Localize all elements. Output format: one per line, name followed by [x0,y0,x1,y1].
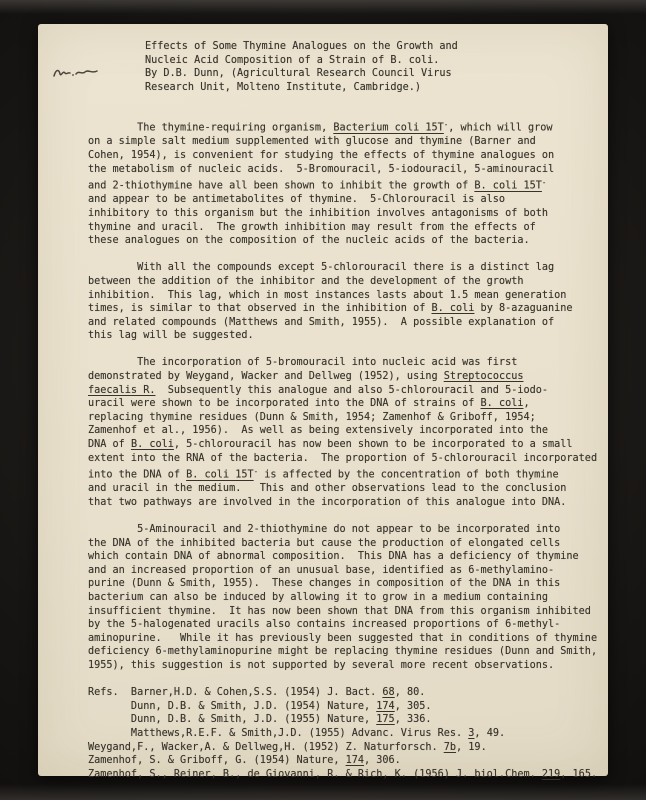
text-line: Refs. Barner,H.D. & Cohen,S.S. (1954) J. Bact. 68, 80. [88,687,426,699]
text-line: Dunn, D.B. & Smith, J.D. (1955) Nature, 175, 336. [88,714,432,726]
text-line: Zamenhof, S., Reiner, B., de Giovanni, R. & Rich, K. (1956) J. biol.Chem. 219, 165. [88,768,598,780]
text-line: 5-Aminouracil and 2-thiothymine do not appear to be incorporated into [88,524,561,536]
text-line: bacterium can also be induced by allowing it to grow in a medium containing [88,592,549,604]
text-line: by the 5-halogenated uracils also contains increased proportions of 6-methyl- [88,619,561,631]
text-line: purine (Dunn & Smith, 1955). These changes in composition of the DNA in this [88,578,561,590]
text-line: faecalis R. Subsequently this analogue and also 5-chlorouracil and 5-iodo- [88,384,549,396]
text-line: By D.B. Dunn, (Agricultural Research Council Virus [145,68,452,80]
text-line: into the DNA of B. coli 15T- is affected by the concentration of both thymine [88,467,559,481]
text-line: inhibition. This lag, which in most instances lasts about 1.5 mean generation [88,289,567,301]
text-line: on a simple salt medium supplemented with glucose and thymine (Barner and [88,136,536,148]
text-line: The thymine-requiring organism, Bacterium coli 15T-, which will grow [88,120,553,134]
text-line: between the addition of the inhibitor and the development of the growth [88,275,524,287]
text-line: Zamenhof, S. & Griboff, G. (1954) Nature, 174, 306. [88,755,401,767]
text-line: Weygand,F., Wacker,A. & Dellweg,H. (1952) Z. Naturforsch. 7b, 19. [88,741,487,753]
text-line: and appear to be antimetabolites of thymine. 5-Chlorouracil is also [88,194,506,206]
text-line: With all the compounds except 5-chlorouracil there is a distinct lag [88,262,555,274]
text-line: and related compounds (Matthews and Smith, 1955). A possible explanation of [88,316,555,328]
text-line: Nucleic Acid Composition of a Strain of B. coli. [145,54,440,66]
text-line: that two pathways are involved in the incorporation of this analogue into DNA. [88,496,567,508]
text-line: The incorporation of 5-bromouracil into nucleic acid was first [88,357,518,369]
paragraph-block [88,118,608,247]
text-line: demonstrated by Weygand, Wacker and Dellweg (1952), using Streptococcus [88,371,524,383]
text-line: thymine and uracil. The growth inhibition may result from the effects of [88,221,536,233]
document-page [38,24,608,780]
text-line: which contain DNA of abnormal composition. This DNA has a deficiency of thymine [88,551,579,563]
text-line: deficiency 6-methylaminopurine might be replacing thymine residues (Dunn and Smith, [88,646,598,658]
text-line: times, is similar to that observed in the inhibition of B. coli by 8-azaguanine [88,303,573,315]
title-block [145,40,608,94]
text-line: Matthews,R.E.F. & Smith,J.D. (1955) Advanc. Virus Res. 3, 49. [88,728,506,739]
text-line: Effects of Some Thymine Analogues on the Growth and [145,41,458,52]
text-line: uracil were shown to be incorporated into the DNA of strains of B. coli, [88,398,530,410]
references-block [88,686,608,781]
text-line: Dunn, D.B. & Smith, J.D. (1954) Nature, 174, 305. [88,700,432,712]
text-line: and an increased proportion of an unusual base, identified as 6-methylamino- [88,564,555,576]
text-line: and 2-thiothymine have all been shown to inhibit the growth of B. coli 15T- [88,178,547,192]
text-line: Research Unit, Molteno Institute, Cambridge.) [145,81,422,93]
text-line: and uracil in the medium. This and other observations lead to the conclusion [88,483,567,495]
text-line: the DNA of the inhibited bacteria but cause the production of elongated cells [88,537,561,549]
paragraph-block [88,523,608,673]
text-line: 1955), this suggestion is not supported by several more recent observations. [88,660,555,672]
text-line: extent into the RNA of the bacteria. The proportion of 5-chlorouracil incorporated [88,452,598,464]
paragraph-block [88,261,608,343]
text-line: inhibitory to this organism but the inhibition involves antagonisms of both [88,207,549,219]
text-line: insufficient thymine. It has now been shown that DNA from this organism inhibited [88,605,591,617]
text-line: these analogues on the composition of the nucleic acids of the bacteria. [88,235,530,247]
text-line: Zamenhof et al., 1956). As well as being extensively incorporated into the [88,425,549,437]
text-line: the metabolism of nucleic acids. 5-Bromouracil, 5-iodouracil, 5-aminouracil [88,163,555,175]
text-line: replacing thymine residues (Dunn & Smith, 1954; Zamenhof & Griboff, 1954; [88,411,536,423]
document-text [88,40,608,781]
text-line: Cohen, 1954), is convenient for studying the effects of thymine analogues on [88,150,555,162]
text-line: this lag will be suggested. [88,330,254,342]
text-line: DNA of B. coli, 5-chlorouracil has now been shown to be incorporated to a small [88,439,573,451]
text-line: aminopurine. While it has previously been suggested that in conditions of thymine [88,632,598,644]
paragraph-block [88,356,608,509]
